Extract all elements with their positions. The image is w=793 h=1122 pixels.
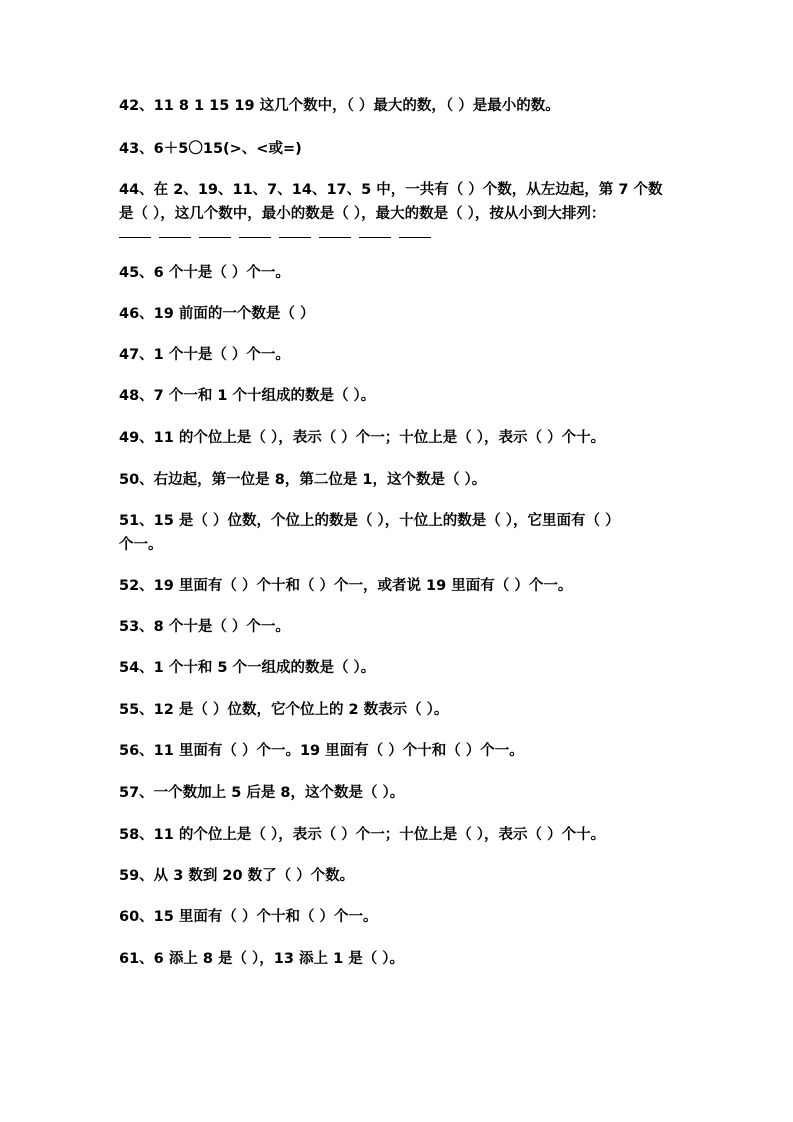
question-43 xyxy=(119,137,689,161)
question-45 xyxy=(119,261,689,285)
question-text: 59、从 3 数到 20 数了（ ）个数。 xyxy=(119,868,355,884)
question-56 xyxy=(119,739,689,763)
answer-blank[interactable] xyxy=(199,237,231,238)
question-text: 53、8 个十是（ ）个一。 xyxy=(119,619,290,635)
answer-blank[interactable] xyxy=(159,237,191,238)
question-text: 45、6 个十是（ ）个一。 xyxy=(119,265,290,281)
answer-blank[interactable] xyxy=(279,237,311,238)
question-text: 49、11 的个位上是（ ），表示（ ）个一；十位上是（ ），表示（ ）个十。 xyxy=(119,430,606,446)
question-61 xyxy=(119,947,689,971)
question-text: 42、11 8 1 15 19 这几个数中，（ ）最大的数，（ ）是最小的数。 xyxy=(119,98,560,114)
question-text: 58、11 的个位上是（ ），表示（ ）个一；十位上是（ ），表示（ ）个十。 xyxy=(119,827,606,843)
question-51 xyxy=(119,509,689,557)
question-text-line-2: 是（ ），这几个数中，最小的数是（ ），最大的数是（ ），按从小到大排列： xyxy=(119,206,606,222)
question-46 xyxy=(119,302,689,326)
question-58 xyxy=(119,823,689,847)
question-text: 56、11 里面有（ ）个一。19 里面有（ ）个十和（ ）个一。 xyxy=(119,743,524,759)
question-44 xyxy=(119,178,689,238)
question-text: 60、15 里面有（ ）个十和（ ）个一。 xyxy=(119,909,378,925)
question-text: 47、1 个十是（ ）个一。 xyxy=(119,347,290,363)
question-text-line-1: 44、在 2、19、11、7、14、17、5 中，一共有（ ）个数，从左边起，第 7 个数 xyxy=(119,182,663,198)
question-text-line-1: 51、15 是（ ）位数，个位上的数是（ ），十位上的数是（ ），它里面有（ ） xyxy=(119,513,620,529)
question-text: 57、一个数加上 5 后是 8，这个数是（ ）。 xyxy=(119,785,405,801)
question-text: 43、6＋5〇15(>、<或=) xyxy=(119,141,302,157)
question-text: 48、7 个一和 1 个十组成的数是（ ）。 xyxy=(119,388,376,404)
question-text: 61、6 添上 8 是（ ），13 添上 1 是（ ）。 xyxy=(119,951,405,967)
question-text: 55、12 是（ ）位数，它个位上的 2 数表示（ ）。 xyxy=(119,702,449,718)
answer-blank[interactable] xyxy=(239,237,271,238)
question-text: 46、19 前面的一个数是（ ） xyxy=(119,306,315,322)
question-42 xyxy=(119,94,689,118)
question-text: 50、右边起，第一位是 8，第二位是 1，这个数是（ ）。 xyxy=(119,472,487,488)
question-47 xyxy=(119,343,689,367)
question-50 xyxy=(119,468,689,492)
answer-blank[interactable] xyxy=(359,237,391,238)
question-48 xyxy=(119,384,689,408)
question-57 xyxy=(119,781,689,805)
question-54 xyxy=(119,656,689,680)
question-text: 54、1 个十和 5 个一组成的数是（ ）。 xyxy=(119,660,376,676)
question-52 xyxy=(119,574,689,598)
question-55 xyxy=(119,698,689,722)
question-text: 52、19 里面有（ ）个十和（ ）个一，或者说 19 里面有（ ）个一。 xyxy=(119,578,573,594)
question-60 xyxy=(119,905,689,929)
answer-blank[interactable] xyxy=(119,237,151,238)
answer-blank[interactable] xyxy=(319,237,351,238)
question-49 xyxy=(119,426,689,450)
answer-blank[interactable] xyxy=(399,237,431,238)
answer-blanks xyxy=(119,229,689,238)
question-59 xyxy=(119,864,689,888)
question-53 xyxy=(119,615,689,639)
question-text-line-2: 个一。 xyxy=(119,537,163,553)
